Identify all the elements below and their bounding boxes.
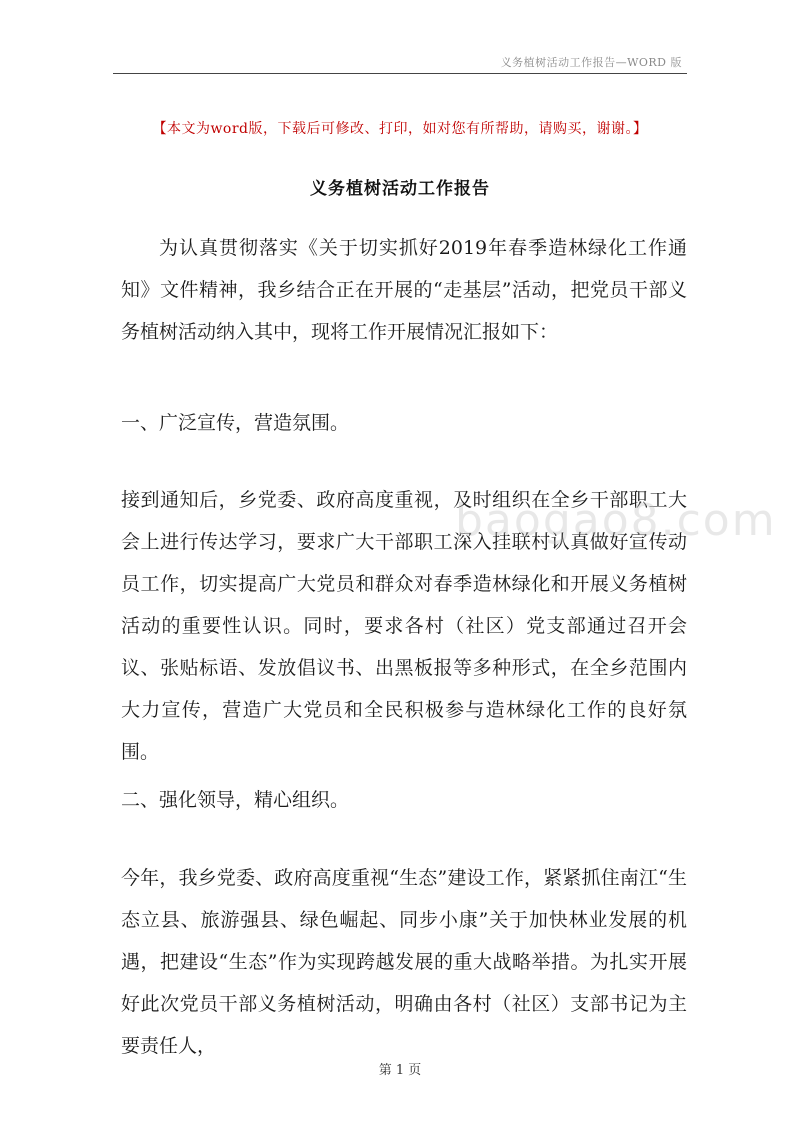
section-heading-2: 二、强化领导，精心组织。: [121, 789, 350, 811]
header-title: 义务植树活动工作报告—WORD 版: [500, 56, 682, 69]
intro-paragraph: 为认真贯彻落实《关于切实抓好2019年春季造林绿化工作通知》文件精神，我乡结合正在开展的“走基层”活动，把党员干部义务植树活动纳入其中，现将工作开展情况汇报如下：: [121, 237, 687, 343]
header-divider: [113, 73, 687, 74]
page-number: 第 1 页: [378, 1063, 422, 1078]
document-title: 义务植树活动工作报告: [310, 179, 490, 199]
watermark: baogao8.com: [455, 495, 777, 546]
section-heading-1: 一、广泛宣传，营造氛围。: [121, 412, 350, 434]
section-body-2: 今年，我乡党委、政府高度重视“生态”建设工作，紧紧抓住南江“生态立县、旅游强县、绿色崛起、同步小康”关于加快林业发展的机遇，把建设“生态”作为实现跨越发展的重大战略举措。为扎实开展好此次党员干部义务植树活动，明确由各村（社区）支部书记为主要责任人，: [121, 867, 687, 1057]
purchase-notice: 【本文为word版，下载后可修改、打印，如对您有所帮助，请购买，谢谢。】: [152, 121, 648, 137]
section-body-1: 接到通知后，乡党委、政府高度重视，及时组织在全乡干部职工大会上进行传达学习，要求广大干部职工深入挂联村认真做好宣传动员工作，切实提高广大党员和群众对春季造林绿化和开展义务植树活动的重要性认识。同时，要求各村（社区）党支部通过召开会议、张贴标语、发放倡议书、出黑板报等多种形式，在全乡范围内大力宣传，营造广大党员和全民积极参与造林绿化工作的良好氛围。: [121, 489, 687, 763]
